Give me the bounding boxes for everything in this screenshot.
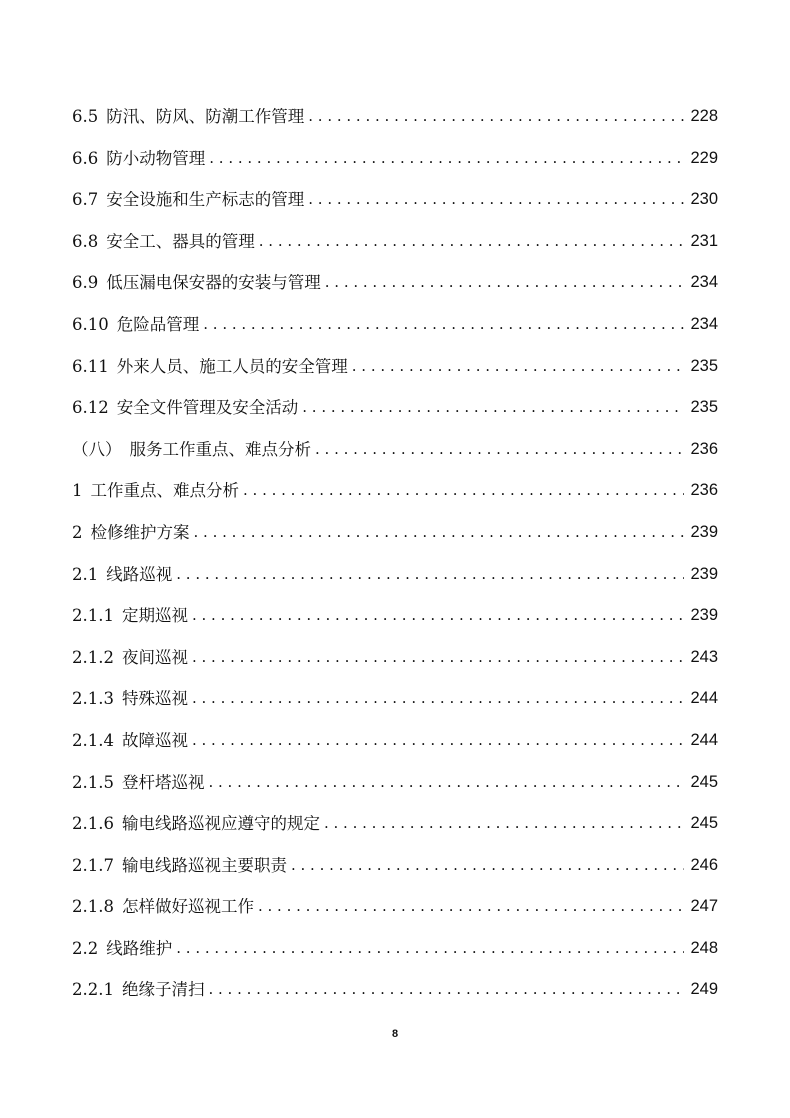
toc-title: 登杆塔巡视 [121,772,205,792]
toc-entry[interactable] [72,262,718,304]
toc-entry[interactable] [72,803,718,845]
dot-leader [324,803,684,845]
toc-title: 输电线路巡视应遵守的规定 [121,814,320,834]
toc-number: 6.8 [72,231,99,251]
toc-entry[interactable] [72,470,718,512]
toc-entry[interactable] [72,969,718,1011]
dot-leader [208,762,684,804]
toc-number: 2.1 [72,564,99,584]
toc-page-number: 245 [690,772,718,791]
toc-number: 6.6 [72,148,99,168]
toc-title: 输电线路巡视主要职责 [121,855,287,875]
toc-number: 2 [72,522,83,542]
dot-leader [194,512,685,554]
dot-leader [208,969,684,1011]
toc-page-number: 248 [690,938,718,957]
toc-page-number: 244 [690,730,718,749]
toc-entry[interactable] [72,554,718,596]
toc-entry[interactable] [72,886,718,928]
toc-number: 6.7 [72,190,99,210]
dot-leader [243,470,684,512]
toc-page-number: 235 [690,398,718,417]
toc-page-number: 231 [690,231,718,250]
toc-number: 2.1.1 [72,606,114,626]
dot-leader [315,429,684,471]
dot-leader [176,554,684,596]
toc-title: 工作重点、难点分析 [90,481,239,501]
toc-entry[interactable] [72,762,718,804]
toc-entry[interactable] [72,845,718,887]
toc-page-number: 246 [690,855,718,874]
toc-number: 1 [72,481,83,501]
toc-page-number: 243 [690,647,718,666]
toc-number: 2.1.6 [72,814,114,834]
dot-leader [258,886,684,928]
dot-leader [176,928,684,970]
toc-entry[interactable] [72,720,718,762]
toc-number: 2.1.3 [72,689,114,709]
toc-entry[interactable] [72,387,718,429]
toc-entry[interactable] [72,595,718,637]
toc-number: 2.2.1 [72,980,114,1000]
toc-title: 安全工、器具的管理 [106,231,255,251]
dot-leader [325,262,684,304]
dot-leader [209,138,684,180]
toc-entry[interactable] [72,928,718,970]
toc-entry[interactable] [72,512,718,554]
toc-page-number: 235 [690,356,718,375]
toc-entry[interactable] [72,637,718,679]
toc-title: 绝缘子清扫 [121,980,205,1000]
toc-page-number: 234 [690,314,718,333]
toc-page-number: 228 [690,107,718,125]
toc-entry[interactable] [72,179,718,221]
dot-leader [259,221,684,263]
toc-title: 怎样做好巡视工作 [121,897,254,917]
page-number-footer: 8 [391,1028,399,1040]
toc-page-number: 229 [690,148,718,167]
dot-leader [291,845,684,887]
toc-title: 防小动物管理 [106,148,206,168]
toc-entry[interactable] [72,221,718,263]
toc-title: 线路巡视 [106,564,173,584]
toc-title: 安全设施和生产标志的管理 [106,190,305,210]
toc-entry[interactable] [72,678,718,720]
toc-entry[interactable] [72,304,718,346]
toc-number: 6.10 [72,314,109,334]
toc-entry[interactable] [72,96,718,138]
toc-page-number: 244 [690,689,718,708]
toc-number: 6.11 [72,356,109,376]
toc-number: （八） [72,439,122,459]
toc-page-number: 230 [690,190,718,209]
toc-number: 2.1.2 [72,647,114,667]
toc-title: 危险品管理 [116,314,200,334]
dot-leader [308,96,684,138]
toc-title: 外来人员、施工人员的安全管理 [116,356,348,376]
toc-page-number: 236 [690,439,718,458]
dot-leader [192,595,684,637]
toc-number: 6.5 [72,107,99,126]
dot-leader [308,179,684,221]
toc-title: 检修维护方案 [90,522,190,542]
toc-number: 6.9 [72,273,99,293]
toc-entry[interactable] [72,429,718,471]
toc-entry[interactable] [72,346,718,388]
toc-title: 特殊巡视 [121,689,188,709]
toc-page-number: 249 [690,980,718,999]
dot-leader [352,346,684,388]
toc-title: 防汛、防风、防潮工作管理 [106,107,305,126]
toc-number: 2.1.4 [72,730,114,750]
dot-leader [192,720,684,762]
dot-leader [203,304,684,346]
toc-page-number: 234 [690,273,718,292]
table-of-contents [72,96,718,1011]
toc-entry[interactable] [72,138,718,180]
toc-page-number: 239 [690,606,718,625]
dot-leader [302,387,684,429]
toc-number: 2.1.8 [72,897,114,917]
toc-page-number: 245 [690,814,718,833]
toc-title: 定期巡视 [121,606,188,626]
toc-page-number: 236 [690,481,718,500]
toc-number: 6.12 [72,398,109,418]
toc-title: 服务工作重点、难点分析 [129,439,311,459]
dot-leader [192,678,684,720]
toc-page-number: 247 [690,897,718,916]
toc-title: 夜间巡视 [121,647,188,667]
toc-title: 安全文件管理及安全活动 [116,398,299,418]
toc-page-number: 239 [690,522,718,541]
toc-number: 2.1.5 [72,772,114,792]
toc-number: 2.1.7 [72,855,114,875]
toc-title: 故障巡视 [121,730,188,750]
toc-title: 线路维护 [106,938,173,958]
toc-title: 低压漏电保安器的安装与管理 [106,273,321,293]
toc-number: 2.2 [72,938,99,958]
dot-leader [192,637,684,679]
toc-page-number: 239 [690,564,718,583]
